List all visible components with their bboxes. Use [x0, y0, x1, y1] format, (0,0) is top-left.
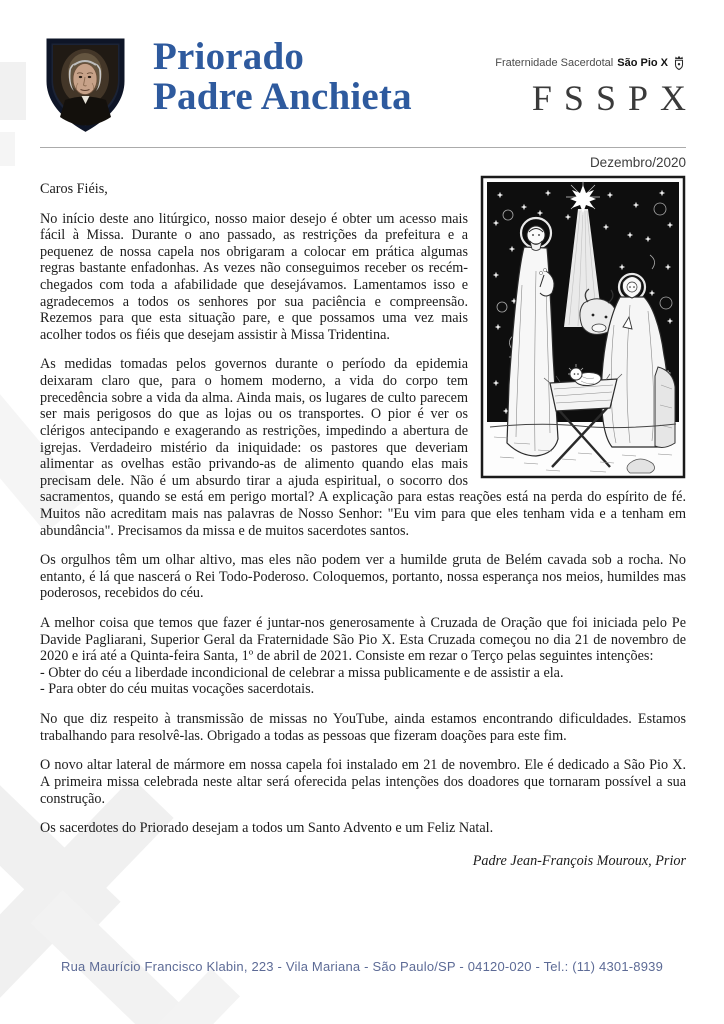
salutation: Caros Fiéis,	[40, 181, 108, 197]
paragraph: A melhor coisa que temos que fazer é juntar-nos generosamente à Cruzada de Oração que foi iniciada pelo Pe Davide Pagliarani, Superior Geral da Fraternidade São Pio X. Esta Cruzada começou no dia 21 de novembro de 2020 e irá até a Quinta-feira Santa, 1º de abril de 2021. Consiste em rezar o Terço pelas seguintes intenções:	[40, 615, 686, 665]
org-name-bold: São Pio X	[617, 57, 668, 69]
crowned-shield-icon	[672, 55, 686, 71]
fsspx-block	[495, 37, 698, 118]
masthead-title	[153, 37, 495, 117]
anchieta-portrait-shield-icon	[45, 37, 126, 134]
fsspx-acronym: FSSPX	[531, 78, 698, 118]
footer-address: Rua Maurício Francisco Klabin, 223 - Vila Mariana - São Paulo/SP - 04120-020 - Tel.: (11) 4301-8939	[61, 959, 663, 974]
paragraph: O novo altar lateral de mármore em nossa capela foi instalado em 21 de novembro. Ele é dedicado a São Pio X. A primeira missa celebrada neste altar será oferecida pelas intenções dos doadores que tornaram possível a sua construção.	[40, 757, 686, 807]
paragraph: No que diz respeito à transmissão de missas no YouTube, ainda estamos encontrando dificuldades. Estamos trabalhando para resolvê-las. Obrigado a todas as pessoas que fizeram doações para este fim.	[40, 711, 686, 744]
org-line	[495, 55, 686, 71]
paragraph: As medidas tomadas pelos governos durante o período da epidemia deixaram claro que, para o homem moderno, a vida do corpo tem precedência sobre a vida da alma. Ainda mais, os lugares de culto parecem ser mais perigosos do que as lojas ou os transportes. O pior é ver os clérigos antecipando e exagerando as restrições, impedindo a abertura de igrejas. Verdadeiro mistério da iniquidade: os pastores que deveriam alimentar as ovelhas estão privando-as de alimento quando elas mais precisam dele. Não é um absurdo tirar a ajuda espiritual, o socorro dos sacramentos, quando se está em perigo mortal? A explicação para estas reações está na perda do espírito de fé. Muitos não acreditam mais nas palavras de Nosso Senhor: "Eu vim para que eles tenham vida e a tenham em abundância". Precisamos da missa e de muitos sacerdotes santos.	[40, 356, 686, 539]
paragraph: Os sacerdotes do Priorado desejam a todos um Santo Advento e um Feliz Natal.	[40, 820, 494, 837]
intention-item: - Obter do céu a liberdade incondicional de celebrar a missa publicamente e de assistir a ela.	[40, 664, 564, 681]
page-header	[0, 0, 724, 134]
paragraph: No início deste ano litúrgico, nosso maior desejo é obter um acesso mais fácil à Missa. Durante o ano passado, as restrições da prefeitura e a pequenez de nossa capela nos obrigaram a colocar em prática algumas regras bastante enfadonhas. As vezes não conseguimos receber os recém-chegados com toda a afabilidade que desejávamos. Lamentamos isso e agradecemos a todos os senhores por sua paciência e compreensão. Rezemos para que esta situação pare, e que possamos uma vez mais acolher todos os fiéis que desejam assistir à Missa Tridentina.	[40, 210, 468, 343]
letter-body	[40, 181, 686, 882]
org-name: Fraternidade Sacerdotal	[495, 57, 614, 69]
paragraph: Os orgulhos têm um olhar altivo, mas eles não podem ver a humilde gruta de Belém cavada sob a rocha. No entanto, é lá que nascerá o Rei Todo-Poderoso. Coloquemos, portanto, nossa esperança nos meios, humildes mas poderosos, recebidos do céu.	[40, 552, 686, 602]
scan-watermark	[0, 132, 15, 166]
title-line-1: Priorado	[153, 35, 305, 78]
intentions-list	[40, 665, 686, 698]
nativity-engraving	[480, 175, 686, 479]
signature: Padre Jean-François Mouroux, Prior	[472, 852, 686, 869]
issue-date: Dezembro/2020	[589, 155, 686, 170]
intention-item: - Para obter do céu muitas vocações sacerdotais.	[40, 681, 315, 698]
title-line-2: Padre Anchieta	[153, 75, 412, 119]
header-divider	[40, 147, 686, 148]
